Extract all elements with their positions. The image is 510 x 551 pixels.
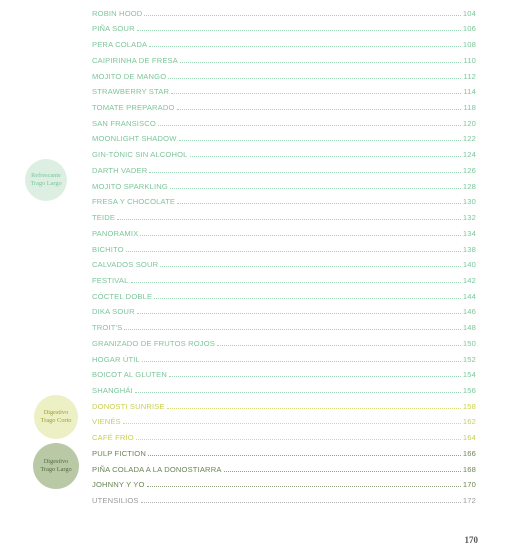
toc-entry-page: 128 — [462, 181, 476, 191]
dot-leader — [135, 392, 461, 393]
toc-entry — [92, 348, 476, 364]
toc-entry-page: 130 — [462, 197, 476, 207]
dot-leader — [117, 219, 461, 220]
dot-leader — [180, 62, 461, 63]
dot-leader — [136, 439, 461, 440]
dot-leader — [137, 313, 461, 314]
toc-entry-page: 134 — [462, 228, 476, 238]
toc-entry-page: 124 — [462, 150, 476, 160]
toc-entry — [92, 49, 476, 65]
toc-entry-title: GRANIZADO DE FRUTOS ROJOS — [92, 338, 216, 348]
toc-entry-title: JOHNNY Y YO — [92, 480, 145, 490]
toc-entry-title: GIN-TÓNIC SIN ALCOHOL — [92, 150, 188, 160]
toc-entry-page: 148 — [462, 323, 476, 333]
toc-entry-title: MOJITO SPARKLING — [92, 181, 168, 191]
toc-entry-page: 164 — [462, 433, 476, 443]
toc-entry — [92, 96, 476, 112]
toc-entry-title: TEIDE — [92, 213, 116, 223]
toc-entry-title: SHANGHÁI — [92, 385, 133, 395]
toc-entry-title: ROBIN HOOD — [92, 8, 143, 18]
toc-entry — [92, 33, 476, 49]
dot-leader — [149, 172, 460, 173]
toc-entry-title: DIKA SOUR — [92, 307, 135, 317]
dot-leader — [224, 471, 461, 472]
toc-entry-title: PULP FICTION — [92, 448, 146, 458]
toc-entry-page: 112 — [463, 71, 476, 81]
dot-leader — [190, 156, 461, 157]
dot-leader — [167, 408, 461, 409]
toc-entry — [92, 458, 476, 474]
toc-entry-title: CAFÉ FRÍO — [92, 433, 134, 443]
toc-entry-page: 120 — [462, 118, 476, 128]
dot-leader — [149, 46, 461, 47]
toc-entry-page: 126 — [462, 165, 476, 175]
toc-entry-page: 138 — [462, 244, 476, 254]
dot-leader — [148, 455, 461, 456]
toc-entry-page: 110 — [463, 55, 476, 65]
toc-entry — [92, 238, 476, 254]
toc-entry — [92, 411, 476, 427]
dot-leader — [217, 345, 461, 346]
dot-leader — [179, 140, 461, 141]
dot-leader — [177, 203, 461, 204]
toc-entry — [92, 285, 476, 301]
toc-entry-page: 140 — [462, 260, 476, 270]
toc-entry-page: 132 — [462, 213, 476, 223]
toc-entry-title: PIÑA SOUR — [92, 24, 135, 34]
toc-entry-title: FRESA Y CHOCOLATE — [92, 197, 176, 207]
dot-leader — [168, 78, 461, 79]
toc-entry — [92, 143, 476, 159]
toc-entry-title: PANORAMIX — [92, 228, 139, 238]
toc-entry-title: CÓCTEL DOBLE — [92, 291, 153, 301]
toc-entry — [92, 112, 476, 128]
toc-entry — [92, 332, 476, 348]
dot-leader — [140, 235, 461, 236]
toc-entry-title: PIÑA COLADA A LA DONOSTIARRA — [92, 464, 222, 474]
toc-entry — [92, 222, 476, 238]
category-badge-refrescante-largo — [25, 159, 67, 201]
toc-entry-page: 114 — [463, 87, 476, 97]
toc-entry — [92, 128, 476, 144]
table-of-contents — [92, 2, 476, 505]
toc-entry-page: 122 — [462, 134, 476, 144]
dot-leader — [126, 251, 461, 252]
toc-entry-title: PERA COLADA — [92, 40, 148, 50]
toc-entry-title: CALVADOS SOUR — [92, 260, 159, 270]
toc-entry-page: 104 — [462, 8, 476, 18]
badge-line-2: Trago Corto — [40, 417, 72, 424]
toc-entry — [92, 474, 476, 490]
toc-entry-page: 170 — [462, 480, 476, 490]
toc-entry-title: TOMATE PREPARADO — [92, 103, 175, 113]
toc-entry — [92, 191, 476, 207]
toc-entry-title: FESTIVAL — [92, 275, 129, 285]
toc-entry-title: CAIPIRINHA DE FRESA — [92, 55, 178, 65]
dot-leader — [154, 298, 461, 299]
toc-entry-title: BICHITO — [92, 244, 124, 254]
toc-entry-title: VIENÉS — [92, 417, 121, 427]
toc-entry-page: 156 — [462, 385, 476, 395]
toc-entry-page: 158 — [462, 401, 476, 411]
dot-leader — [177, 109, 462, 110]
toc-entry-title: UTENSILIOS — [92, 496, 139, 505]
toc-entry-page: 168 — [462, 464, 476, 474]
toc-entry-page: 150 — [462, 338, 476, 348]
toc-entry-page: 152 — [462, 354, 476, 364]
badge-line-1: Refrescante — [31, 172, 61, 180]
dot-leader — [123, 423, 461, 424]
toc-entry-page: 106 — [462, 24, 476, 34]
toc-entry — [92, 159, 476, 175]
toc-entry-title: SAN FRANSISCO — [92, 118, 156, 128]
toc-entry — [92, 395, 476, 411]
toc-entry — [92, 379, 476, 395]
toc-entry — [92, 206, 476, 222]
toc-entry — [92, 364, 476, 380]
toc-entry — [92, 489, 476, 505]
toc-entry — [92, 175, 476, 191]
toc-entry — [92, 301, 476, 317]
page-number: 170 — [464, 535, 478, 545]
toc-entry — [92, 81, 476, 97]
dot-leader — [158, 125, 461, 126]
dot-leader — [170, 188, 461, 189]
toc-entry-page: 154 — [462, 370, 476, 380]
badge-line-1: Digestivo — [43, 458, 69, 466]
dot-leader — [147, 486, 461, 487]
badge-line-1: Digestivo — [43, 409, 69, 417]
dot-leader — [169, 376, 461, 377]
toc-entry-title: STRAWBERRY STAR — [92, 87, 170, 97]
toc-entry-title: MOONLIGHT SHADOW — [92, 134, 177, 144]
toc-entry-page: 118 — [463, 103, 476, 113]
toc-entry-page: 144 — [462, 291, 476, 301]
badge-line-2: Trago Largo — [40, 466, 72, 473]
toc-entry-title: DARTH VADER — [92, 165, 148, 175]
category-badge-digestivo-corto — [34, 395, 78, 439]
toc-entry-page: 108 — [462, 40, 476, 50]
dot-leader — [144, 15, 460, 16]
toc-entry-title: HOGAR ÚTIL — [92, 354, 140, 364]
dot-leader — [141, 502, 461, 503]
toc-entry — [92, 316, 476, 332]
badge-line-2: Trago Largo — [30, 180, 62, 187]
dot-leader — [137, 30, 461, 31]
toc-entry-page: 166 — [462, 448, 476, 458]
toc-entry — [92, 18, 476, 34]
category-badge-digestivo-largo — [33, 443, 79, 489]
toc-entry-page: 146 — [462, 307, 476, 317]
toc-entry — [92, 65, 476, 81]
toc-entry — [92, 269, 476, 285]
toc-entry — [92, 254, 476, 270]
dot-leader — [160, 266, 461, 267]
toc-entry — [92, 442, 476, 458]
dot-leader — [171, 93, 461, 94]
toc-entry-page: 142 — [462, 275, 476, 285]
toc-entry-title: MOJITO DE MANGO — [92, 71, 167, 81]
toc-entry — [92, 2, 476, 18]
toc-entry — [92, 426, 476, 442]
toc-entry-title: DONOSTI SUNRISE — [92, 401, 165, 411]
toc-entry-title: BOICOT AL GLUTEN — [92, 370, 167, 380]
toc-entry-page: 162 — [462, 417, 476, 427]
dot-leader — [142, 361, 461, 362]
toc-entry-title: TROIT'S — [92, 323, 123, 333]
dot-leader — [131, 282, 461, 283]
dot-leader — [124, 329, 461, 330]
toc-entry-page: 172 — [462, 496, 476, 505]
